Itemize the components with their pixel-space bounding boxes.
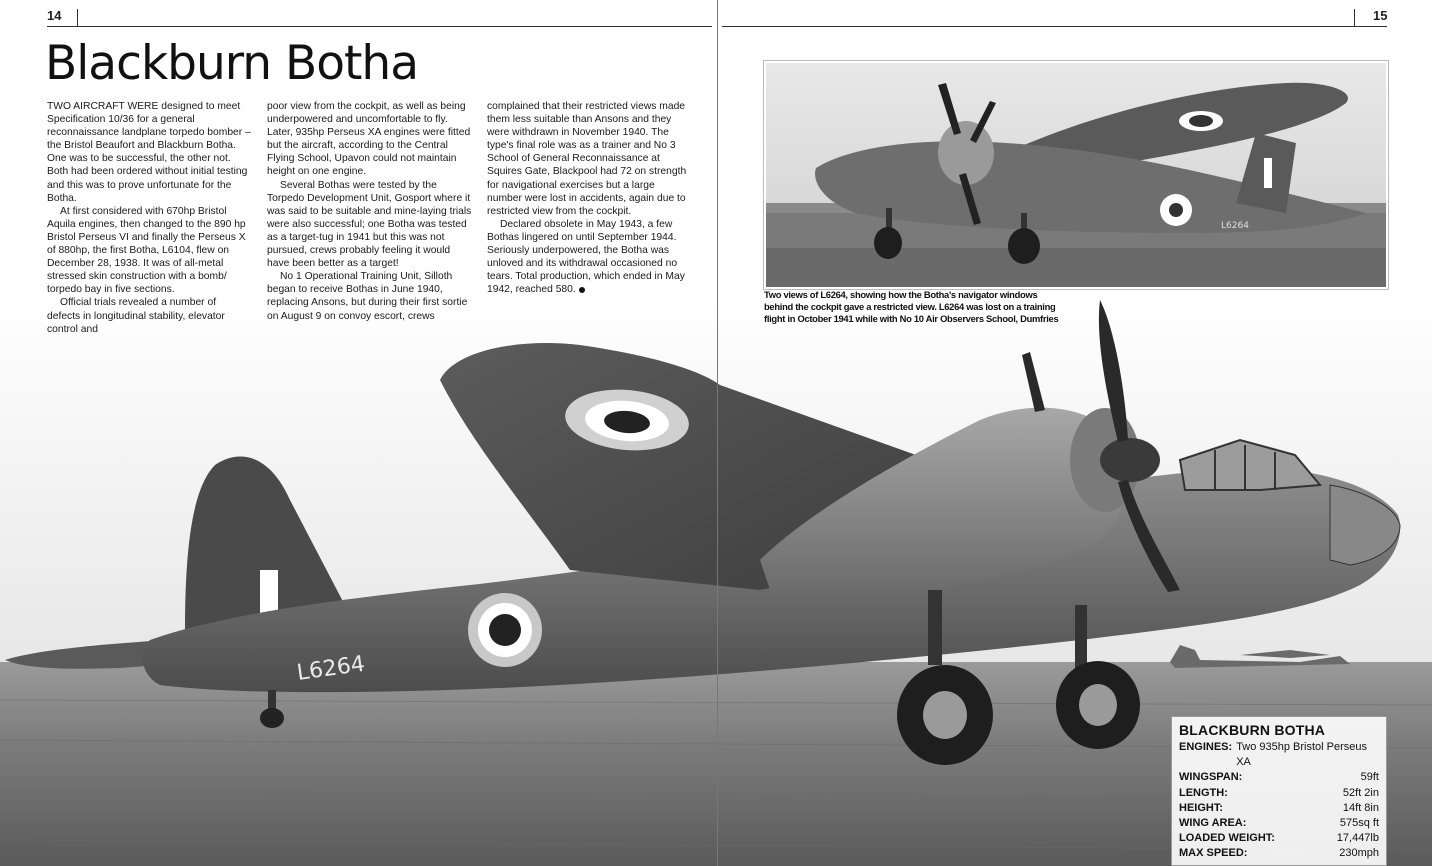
header-tick-right [1354,9,1355,26]
paragraph [487,218,692,297]
paragraph: Official trials revealed a number of defects in longitudinal stability, elevator control and [47,297,225,335]
aircraft-serial: L6264 [295,651,367,686]
header-rule-right [722,26,1387,27]
spec-row-max-speed [1179,846,1379,861]
spec-label: LOADED WEIGHT: [1179,832,1275,845]
paragraph: Several Bothas were tested by the Torpedo Development Unit, Gosport where it was said to be suitable and mine-laying trials were also successful; one Botha was tested as a target-tug in 1941 but this was not pursued, crews probably feeling it would have been better as a target! [267,179,472,270]
inset-aircraft-photo [764,61,1388,289]
end-mark-icon [579,287,585,293]
spec-row-engines [1179,740,1379,770]
spec-label: MAX SPEED: [1179,847,1248,860]
paragraph: At first considered with 670hp Bristol Aquila engines, then changed to the 890 hp Bristol Perseus VI and finally the Perseus X of 880hp, the first Botha, L6104, flew on December 28, 1938. It was of all-metal stressed skin construction with a bomb/ torpedo bay in five sections. [47,205,246,296]
body-column-1 [47,100,252,336]
paragraph: poor view from the cockpit, as well as being underpowered and uncomfortable to fly. Later, 935hp Perseus XA engines were fitted but the aircraft, according to the Central Flying School, Upavon could not maintain height on one engine. [267,101,471,178]
spec-value: Two 935hp Bristol Perseus XA [1236,741,1368,769]
spec-row-wingspan [1179,770,1379,785]
page-number-right: 15 [1373,8,1388,23]
spec-label: HEIGHT: [1179,801,1223,814]
spec-value: 575sq ft [1339,817,1379,830]
spec-box [1171,716,1387,866]
spec-value: 230mph [1339,847,1379,860]
page-gutter [717,0,718,866]
spec-label: WINGSPAN: [1179,771,1243,784]
paragraph: No 1 Operational Training Unit, Silloth began to receive Bothas in June 1940, replacing Ansons, but during their first sortie on August 9 on convoy escort, crews [267,271,468,322]
header-tick-left [77,9,78,26]
photo-caption: Two views of L6264, showing how the Botha's navigator windows behind the cockpit gave a restricted view. L6264 was lost on a training flight in October 1941 while with No 10 Air Observers School, Dumfries [764,289,1059,324]
header-rule-left [47,26,712,27]
spec-row-height [1179,801,1379,816]
inset-serial: L6264 [1221,221,1249,231]
paragraph-text: Declared obsolete in May 1943, a few Bothas lingered on until September 1944. Seriously underpowered, the Botha was unloved and its withdrawal occasioned no tears. Total production, which ended in May 1942, reached 580. [487,218,685,296]
spec-label: WING AREA: [1179,817,1247,830]
spec-value: 59ft [1360,771,1379,784]
page-number-left: 14 [47,8,62,23]
body-column-3 [487,100,692,296]
spec-label: ENGINES: [1179,741,1233,753]
spec-value: 52ft 2in [1342,786,1379,799]
spec-label: LENGTH: [1179,786,1228,799]
spec-row-loaded-weight [1179,831,1379,846]
spec-value: 17,447lb [1336,832,1379,845]
spec-row-length [1179,786,1379,801]
page-title: Blackburn Botha [45,36,419,91]
spec-value: 14ft 8in [1342,801,1379,814]
paragraph: TWO AIRCRAFT WERE designed to meet Specification 10/36 for a general reconnaissance landplane torpedo bomber – the Bristol Beaufort and Blackburn Botha. One was to be successful, the other not. Both had been ordered without initial testing and this was to prove unfortunate for the Botha. [47,101,251,204]
body-column-2 [267,100,472,323]
spec-title: BLACKBURN BOTHA [1179,722,1326,738]
spec-row-wing-area [1179,816,1379,831]
paragraph: complained that their restricted views made them less suitable than Ansons and they were withdrawn in November 1940. The type's final role was as a trainer and No 3 School of General Reconnaissance at Squires Gate, Blackpool had 72 on strength for navigational exercises but a large number were lost in accidents, again due to restricted view from the cockpit. [487,101,687,217]
